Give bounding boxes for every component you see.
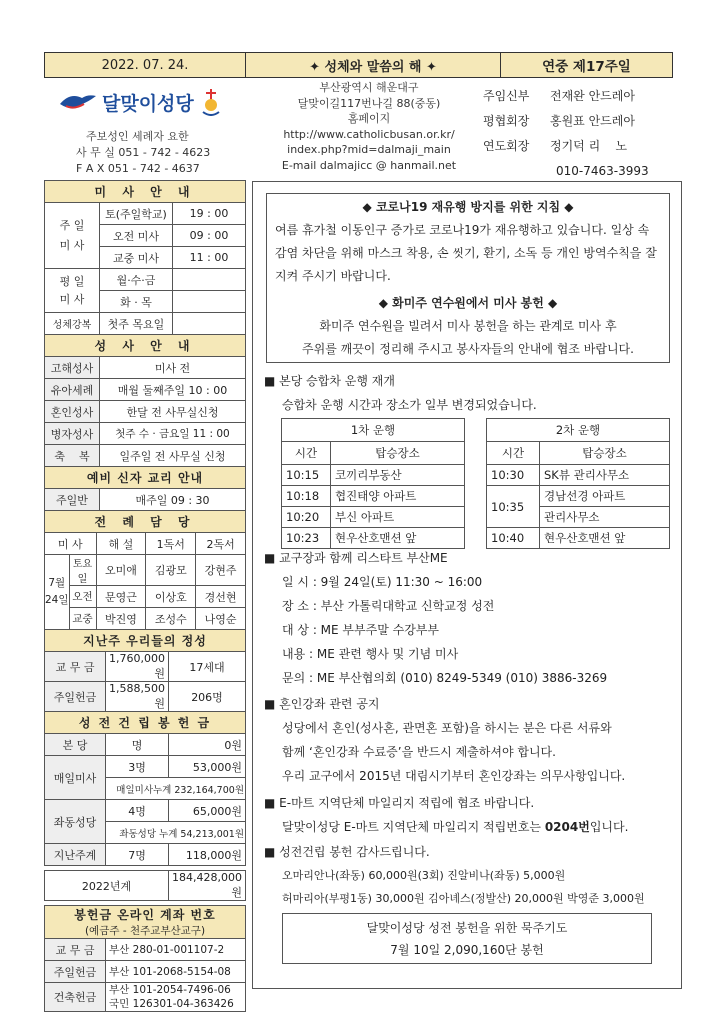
bus-time: 10:35 [487,486,540,528]
bus-stop: 현우산호맨션 앞 [331,528,465,549]
building-title: 성 전 건 립 봉 헌 금 [45,712,246,734]
bus-desc: 승합차 운행 시간과 장소가 일부 변경되었습니다. [282,398,537,412]
thanks-list [282,864,645,910]
notice-body: 주위를 깨끗이 정리해 주시고 봉사자들의 안내에 협조 바랍니다. [302,342,634,356]
liturgy-person: 강현주 [196,555,246,586]
bus-table-1 [281,418,465,549]
offering-amount: 1,760,000원 [106,652,169,682]
address-line: 부산광역시 해운대구 [319,81,419,94]
bus-time: 10:40 [487,528,540,549]
bus-time: 10:20 [282,507,331,528]
bus-stop: 협진태양 아파트 [331,486,465,507]
header-bar [44,52,673,78]
bus-time: 10:18 [282,486,331,507]
sacrament-label: 유아세례 [45,379,100,401]
marriage-details [282,716,625,788]
me-line: 내용 : ME 관련 행사 및 기념 미사 [282,647,459,661]
offering-title: 지난주 우리들의 정성 [45,630,246,652]
me-details [282,570,607,690]
mass-title: 미 사 안 내 [45,181,246,203]
building-label: 좌동성당 [45,800,106,844]
homepage-url-path[interactable]: index.php?mid=dalmaji_main [287,143,451,156]
mass-day: 교중 미사 [100,247,173,269]
me-line: 일 시 : 9월 24일(토) 11:30 ~ 16:00 [282,575,483,589]
building-amount: 0원 [169,734,246,756]
emart-title: ■ E-마트 지역단체 마일리지 적립에 협조 바랍니다. [264,796,535,810]
marriage-title: ■ 혼인강좌 관련 공지 [264,697,380,711]
parish-name: 달맞이성당 [102,92,194,115]
liturgy-person: 이상호 [146,586,196,608]
emart-number: 0204번 [544,820,590,834]
account-label: 건축헌금 [45,983,106,1012]
liturgical-week: 연중 제17주일 [542,59,631,75]
bus-run-title: 2차 운행 [487,419,670,442]
accounts-subtitle: (예금주 - 천주교부산교구) [45,923,246,939]
staff-row: 연도회장 정기덕 리 노 [483,139,628,153]
bus-head: 시간 [487,442,540,465]
mass-day: 월·수·금 [100,269,173,291]
address-line: 달맞이길117번나길 88(중동) [297,96,441,110]
liturgy-title: 전 례 담 당 [45,511,246,533]
mass-day: 화 · 목 [100,291,173,313]
staff-phone: 010-7463-3993 [556,164,649,178]
bus-head: 시간 [282,442,331,465]
sunday-mass-label: 주 일 미 사 [45,203,100,269]
liturgy-head: 2독서 [196,533,246,555]
bus-stop: 부신 아파트 [331,507,465,528]
building-amount: 53,000원 [169,756,246,778]
bus-head: 탑승장소 [540,442,670,465]
liturgy-person: 오미애 [96,555,146,586]
liturgy-person: 김광모 [146,555,196,586]
parish-logo [58,86,243,118]
year-total-amount: 184,428,000원 [169,871,246,901]
thanks-title: ■ 성전건립 봉헌 감사드립니다. [264,845,430,859]
liturgy-person: 문영근 [96,586,146,608]
marriage-line: 함께 ‘혼인강좌 수료증’을 반드시 제출하셔야 합니다. [282,745,556,759]
building-label: 지난주계 [45,844,106,866]
emart-line: 달맞이성당 E-마트 지역단체 마일리지 적립번호는 0204번입니다. [282,820,629,834]
notice-body: 여름 휴가철 이동인구 증가로 코로나19가 재유행하고 있습니다. 일상 속 감염 차단을 위해 마스크 착용, 손 씻기, 환기, 소독 등 개인 방역수칙을 잘 지켜 주시기 바랍니다. [275,223,657,283]
me-title: ■ 교구장과 함께 리스타트 부산ME [264,551,448,565]
mass-table [44,180,246,511]
mass-time: 09 : 00 [173,225,246,247]
liturgy-head: 1독서 [146,533,196,555]
dove-icon [58,90,98,114]
catechumen-value: 매주일 09 : 30 [100,489,246,511]
offering-amount: 1,588,500원 [106,682,169,712]
address-block [258,80,480,173]
liturgy-mass: 교중 [69,608,96,630]
building-count: 명 [106,734,169,756]
liturgy-head: 해 설 [96,533,146,555]
me-line: 장 소 : 부산 가톨릭대학교 신학교정 성전 [282,599,495,613]
sacrament-label: 고해성사 [45,357,100,379]
bus-time: 10:23 [282,528,331,549]
mass-time: 11 : 00 [173,247,246,269]
sacrament-value: 일주일 전 사무실 신청 [100,445,246,467]
offering-count: 206명 [169,682,246,712]
rosary-title: 달맞이성당 성전 봉헌을 위한 묵주기도 [366,921,568,935]
year-total-label: 2022년계 [45,871,169,901]
marriage-line: 우리 교구에서 2015년 대림시기부터 혼인강좌는 의무사항입니다. [282,769,626,783]
liturgy-head: 미 사 [45,533,97,555]
liturgy-table [44,510,246,630]
mass-day: 오전 미사 [100,225,173,247]
sacrament-label: 축 복 [45,445,100,467]
offering-table [44,629,246,1012]
bus-time: 10:15 [282,465,331,486]
me-line: 대 상 : ME 부부주말 수강부부 [282,623,439,637]
liturgy-person: 경선현 [196,586,246,608]
building-label: 매일미사 [45,756,106,800]
liturgy-mass: 오전 [69,586,96,608]
sacrament-label: 병자성사 [45,423,100,445]
sacraments-title: 성 사 안 내 [45,335,246,357]
building-amount: 118,000원 [169,844,246,866]
homepage-url[interactable]: http://www.catholicbusan.or.kr/ [283,127,455,141]
account-number: 부산 101-2054-7496-06 국민 126301-04-363426 [106,983,246,1012]
bus-time: 10:30 [487,465,540,486]
catechumen-title: 예비 신자 교리 안내 [45,467,246,489]
marriage-line: 성당에서 혼인(성사혼, 관면혼 포함)을 하시는 분은 다른 서류와 [282,721,612,735]
left-column [44,180,246,1012]
thanks-line: 허마리아(부평1동) 30,000원 김아녜스(정발산) 20,000원 박영준 3,000원 [282,892,645,905]
liturgy-mass: 토요일 [69,555,96,586]
bulletin-date: 2022. 07. 24. [45,53,246,77]
staff-row: 평협회장 홍원표 안드레아 [483,114,635,128]
year-motto: ✦ 성체와 말씀의 해 ✦ [246,53,501,77]
bus-title: ■ 본당 승합차 운행 재개 [264,374,395,388]
patron-saint: 주보성인 세례자 요한 [86,130,189,143]
bus-stop: SK뷰 관리사무소 [540,465,670,486]
account-number: 부산 101-2068-5154-08 [106,961,246,983]
building-count: 3명 [106,756,169,778]
bus-stop: 관리사무소 [540,507,670,528]
account-number: 부산 280-01-001107-2 [106,939,246,961]
liturgy-date: 7월 24일 [45,555,70,630]
sacrament-value: 매월 둘째주일 10 : 00 [100,379,246,401]
bus-stop: 현우산호맨션 앞 [540,528,670,549]
building-label: 본 당 [45,734,106,756]
moon-cross-icon [200,88,222,116]
sacrament-value: 미사 전 [100,357,246,379]
building-amount: 65,000원 [169,800,246,822]
sacrament-value: 한달 전 사무실신청 [100,401,246,423]
building-cumulative: 좌동성당 누계 54,213,001원 [106,822,246,844]
bus-stop: 경남선경 아파트 [540,486,670,507]
staff-row: 주임신부 전재완 안드레아 [483,89,635,103]
liturgy-person: 조성수 [146,608,196,630]
offering-label: 주일헌금 [45,682,106,712]
bus-stop: 코끼리부동산 [331,465,465,486]
rosary-box [282,913,652,964]
thanks-line: 오마리안나(좌동) 60,000원(3회) 진알비나(좌동) 5,000원 [282,869,566,882]
notice-title: ◆ 화미주 연수원에서 미사 봉헌 ◆ [378,296,558,310]
mass-time: 19 : 00 [173,203,246,225]
bus-table-2 [486,418,670,549]
building-cumulative: 매일미사누계 232,164,700원 [106,778,246,800]
office-phone: 사 무 실 051 - 742 - 4623 [76,146,211,159]
offering-label: 교 무 금 [45,652,106,682]
staff-list [483,84,683,184]
me-line: 문의 : ME 부산협의회 (010) 8249-5349 (010) 3886-3269 [282,671,608,685]
notice-body: 화미주 연수원을 빌려서 미사 봉헌을 하는 관계로 미사 후 [319,319,617,333]
account-label: 주일헌금 [45,961,106,983]
rosary-count: 7월 10일 2,090,160단 봉헌 [390,943,544,957]
fax-number: F A X 051 - 742 - 4637 [76,162,200,175]
sacrament-value: 첫주 수 · 금요일 11 : 00 [100,423,246,445]
adoration-label: 성체강복 [45,313,100,335]
account-label: 교 무 금 [45,939,106,961]
sacrament-label: 혼인성사 [45,401,100,423]
adoration-value: 첫주 목요일 [100,313,173,335]
building-count: 4명 [106,800,169,822]
bus-head: 탑승장소 [331,442,465,465]
building-count: 7명 [106,844,169,866]
liturgy-person: 박진영 [96,608,146,630]
liturgy-person: 나영순 [196,608,246,630]
mass-day: 토(주일학교) [100,203,173,225]
notice-title: ◆ 코로나19 재유행 방지를 위한 지침 ◆ [362,200,574,214]
email-address[interactable]: E-mail dalmajicc @ hanmail.net [281,158,457,172]
weekday-mass-label: 평 일 미 사 [45,269,100,313]
notice-box [266,193,670,363]
offering-count: 17세대 [169,652,246,682]
bus-run-title: 1차 운행 [282,419,465,442]
accounts-title: 봉헌금 온라인 계좌 번호 [45,906,246,924]
homepage-label: 홈페이지 [347,112,391,125]
catechumen-label: 주일반 [45,489,100,511]
